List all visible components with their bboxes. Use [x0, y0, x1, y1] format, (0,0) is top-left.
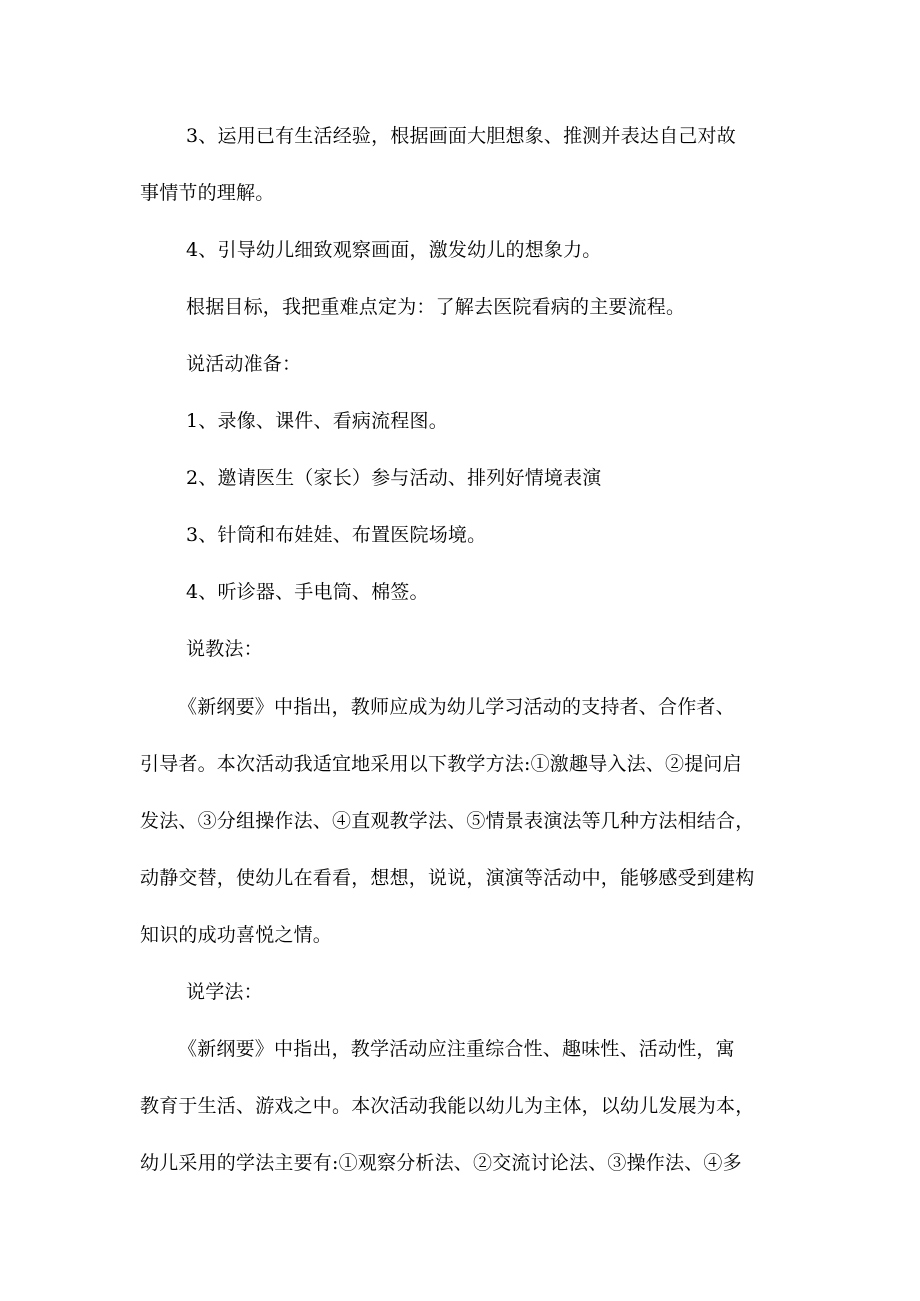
text-line: 幼儿采用的学法主要有:①观察分析法、②交流讨论法、③操作法、④多: [140, 1152, 742, 1174]
text-line: 3、运用已有生活经验，根据画面大胆想象、推测并表达自己对故: [186, 125, 736, 147]
text-line: 《新纲要》中指出，教学活动应注重综合性、趣味性、活动性，寓: [178, 1038, 735, 1060]
section-heading: 说活动准备：: [186, 353, 302, 375]
text-line: 3、针筒和布娃娃、布置医院场境。: [186, 524, 487, 546]
text-line: 2、邀请医生（家长）参与活动、排列好情境表演: [186, 467, 602, 489]
section-heading: 说教法：: [186, 638, 263, 660]
text-line: 4、引导幼儿细致观察画面，激发幼儿的想象力。: [186, 239, 602, 261]
text-line: 知识的成功喜悦之情。: [140, 924, 333, 946]
text-line: 教育于生活、游戏之中。本次活动我能以幼儿为主体，以幼儿发展为本，: [140, 1095, 755, 1117]
text-line: 4、听诊器、手电筒、棉签。: [186, 581, 429, 603]
text-line: 根据目标，我把重难点定为：了解去医院看病的主要流程。: [186, 296, 686, 318]
text-line: 发法、③分组操作法、④直观教学法、⑤情景表演法等几种方法相结合，: [140, 810, 755, 832]
text-line: 动静交替，使幼儿在看看，想想，说说，演演等活动中，能够感受到建构: [140, 867, 755, 889]
section-heading: 说学法：: [186, 981, 263, 1003]
text-line: 《新纲要》中指出，教师应成为幼儿学习活动的支持者、合作者、: [178, 696, 735, 718]
text-line: 引导者。本次活动我适宜地采用以下教学方法:①激趣导入法、②提问启: [140, 753, 742, 775]
text-line: 事情节的理解。: [140, 182, 275, 204]
text-line: 1、录像、课件、看病流程图。: [186, 410, 448, 432]
